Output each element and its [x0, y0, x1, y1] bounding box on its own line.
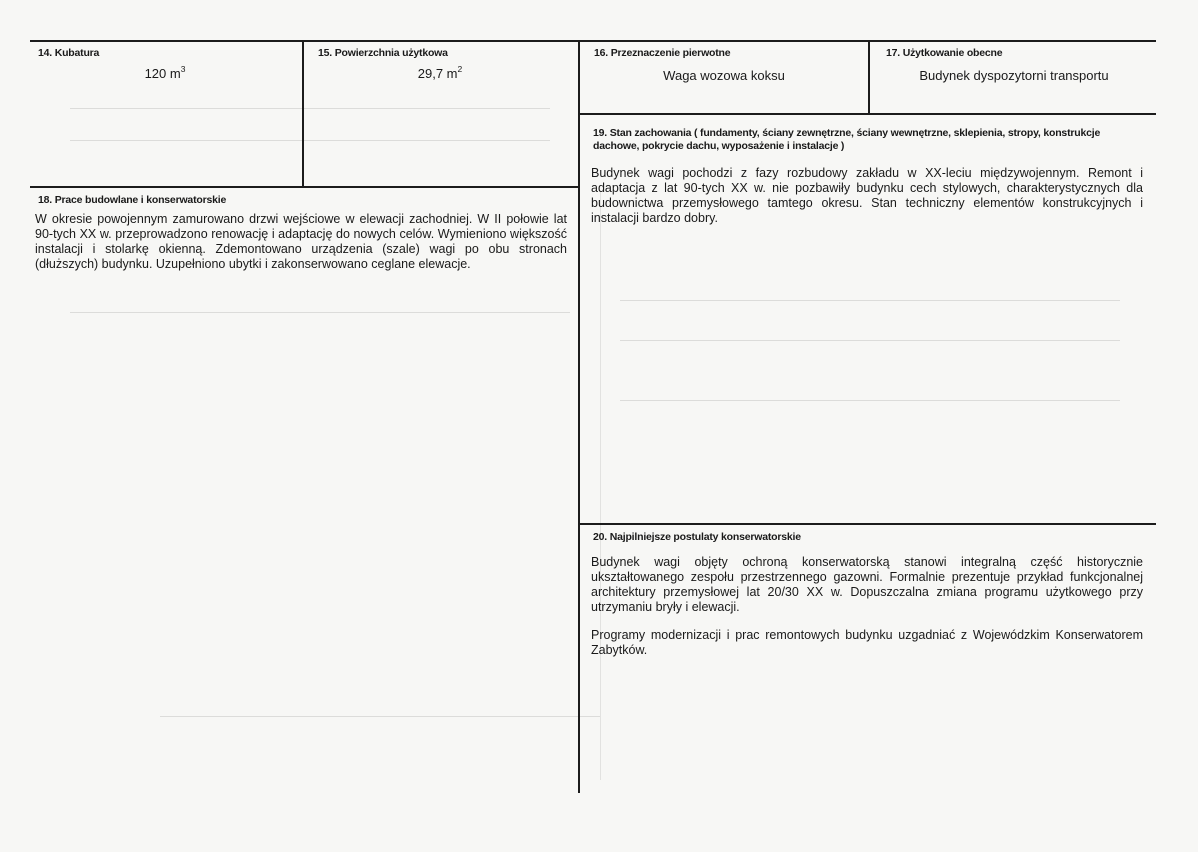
field-14-unit-sup: 3 [180, 64, 186, 74]
top-border [30, 40, 1156, 42]
field-15-unit-sup: 2 [457, 64, 463, 74]
field-16-label: 16. Przeznaczenie pierwotne [594, 47, 731, 59]
field-20-paragraph-2: Programy modernizacji i prac remontowych budynku uzgadniać z Wojewódzkim Konserwatorem Zabytków. [591, 628, 1143, 657]
bleed-through-line [620, 400, 1120, 401]
field-16-value: Waga wozowa koksu [663, 68, 785, 83]
center-divider [578, 41, 580, 793]
field-15-value [310, 66, 570, 81]
bleed-through-line [620, 340, 1120, 341]
bleed-through-line [600, 190, 601, 780]
field-15-value-text: 29,7 m [417, 66, 458, 81]
field-19-label: 19. Stan zachowania ( fundamenty, ściany zewnętrzne, ściany wewnętrzne, sklepienia, stropy, konstrukcje dachowe, pokrycie dachu, wyposażenie i instalacje ) [593, 127, 1101, 152]
field-14-label: 14. Kubatura [38, 47, 100, 59]
field-15-label: 15. Powierzchnia użytkowa [318, 47, 448, 59]
bleed-through-line [70, 108, 550, 109]
bleed-through-line [70, 312, 570, 313]
field-17-label: 17. Użytkowanie obecne [886, 47, 1003, 59]
field-18-label: 18. Prace budowlane i konserwatorskie [38, 194, 227, 206]
bleed-through-line [70, 140, 550, 141]
field-19-text: Budynek wagi pochodzi z fazy rozbudowy zakładu w XX-leciu międzywojennym. Remont i adaptacja z lat 90-tych XX w. nie pozbawiły budynku cech stylowych, charakterystycznych dla budownictwa przemysłowego tamtego okresu. Stan techniczny elementów konstrukcyjnych i instalacji bardzo dobry. [591, 166, 1143, 225]
field-14-value [40, 66, 290, 81]
divider-14-18 [30, 186, 579, 188]
field-18-text: W okresie powojennym zamurowano drzwi wejściowe w elewacji zachodniej. W II połowie lat 90-tych XX w. przeprowadzono renowację i adaptację do nowych celów. Wymieniono większość instalacji i stolarkę okienną. Zdemontowano urządzenia (szale) wagi po obu stronach (dłuższych) budynku. Uzupełniono ubytki i zakonserwowano ceglane elewacje. [35, 212, 567, 271]
divider-16-19 [579, 113, 1156, 115]
divider-14-15 [302, 41, 304, 187]
bleed-through-line [160, 716, 600, 717]
divider-16-17 [868, 41, 870, 113]
field-17-value: Budynek dyspozytorni transportu [919, 68, 1109, 83]
bleed-through-line [620, 300, 1120, 301]
field-20-paragraph-1: Budynek wagi objęty ochroną konserwatorską stanowi integralną część historycznie ukształtowanego zespołu przestrzennego gazowni. Formalnie prezentuje przykład funkcjonalnej architektury przemysłowej lat 20/30 XX w. Dopuszczalna zmiana programu użytkowego przy utrzymaniu bryły i elewacji. [591, 555, 1143, 614]
divider-19-20 [579, 523, 1156, 525]
field-14-value-text: 120 m [144, 66, 181, 81]
field-20-label: 20. Najpilniejsze postulaty konserwatorskie [593, 531, 801, 543]
